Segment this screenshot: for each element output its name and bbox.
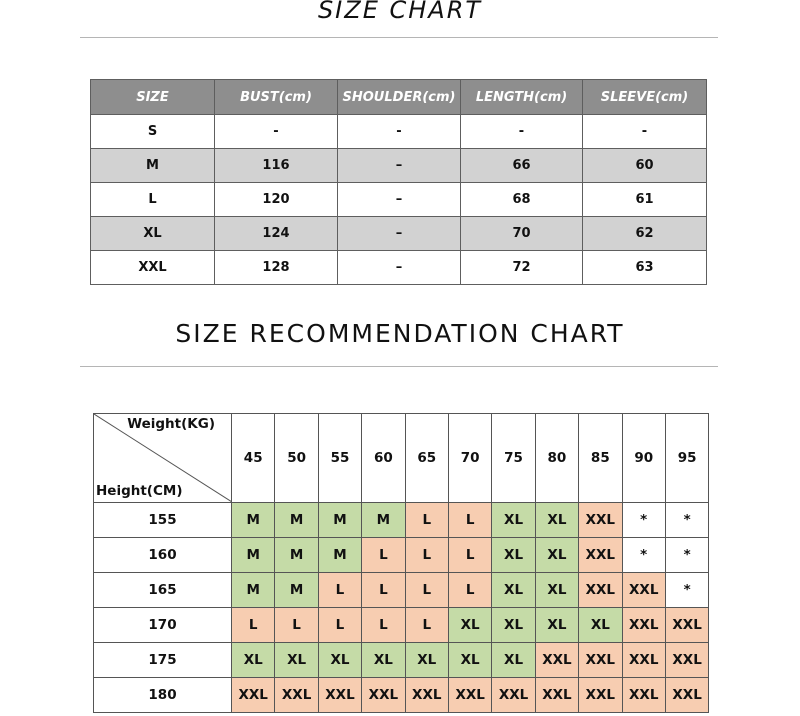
recommended-size-cell: XL bbox=[535, 538, 578, 573]
recommendation-row bbox=[94, 538, 709, 573]
recommended-size-cell: XXL bbox=[232, 678, 275, 713]
recommended-size-cell: L bbox=[232, 608, 275, 643]
measurement-cell: – bbox=[338, 149, 461, 183]
measurement-cell: – bbox=[338, 251, 461, 285]
divider-line bbox=[80, 366, 718, 367]
divider-line bbox=[80, 37, 718, 38]
header-cell: LENGTH(cm) bbox=[461, 80, 583, 115]
header-cell: SIZE bbox=[91, 80, 215, 115]
measurement-cell: 120 bbox=[215, 183, 338, 217]
recommendation-row bbox=[94, 503, 709, 538]
recommended-size-cell: M bbox=[362, 503, 405, 538]
recommended-size-cell: XXL bbox=[579, 678, 622, 713]
recommended-size-cell: M bbox=[232, 503, 275, 538]
recommended-size-cell: XL bbox=[232, 643, 275, 678]
recommended-size-cell: L bbox=[318, 573, 361, 608]
measurement-cell: – bbox=[338, 183, 461, 217]
recommended-size-cell: XXL bbox=[448, 678, 491, 713]
recommended-size-cell: XL bbox=[362, 643, 405, 678]
recommended-size-cell: L bbox=[448, 538, 491, 573]
recommended-size-cell: XL bbox=[492, 608, 535, 643]
height-value-cell: 170 bbox=[94, 608, 232, 643]
height-value-cell: 160 bbox=[94, 538, 232, 573]
recommended-size-cell: XL bbox=[448, 608, 491, 643]
recommended-size-cell: XXL bbox=[622, 573, 665, 608]
weight-header-cell: 70 bbox=[448, 414, 491, 503]
height-value-cell: 165 bbox=[94, 573, 232, 608]
measurement-cell: 116 bbox=[215, 149, 338, 183]
recommended-size-cell: XXL bbox=[579, 503, 622, 538]
weight-header-cell: 90 bbox=[622, 414, 665, 503]
weight-header-cell: 85 bbox=[579, 414, 622, 503]
measurement-cell: 128 bbox=[215, 251, 338, 285]
size-label-cell: L bbox=[91, 183, 215, 217]
size-label-cell: M bbox=[91, 149, 215, 183]
recommended-size-cell: XL bbox=[492, 503, 535, 538]
recommendation-row bbox=[94, 643, 709, 678]
weight-header-cell: 65 bbox=[405, 414, 448, 503]
measurement-cell: 68 bbox=[461, 183, 583, 217]
recommended-size-cell: L bbox=[405, 573, 448, 608]
recommended-size-cell: XL bbox=[492, 643, 535, 678]
recommended-size-cell: XL bbox=[492, 573, 535, 608]
recommended-size-cell: * bbox=[665, 503, 708, 538]
weight-header-cell: 95 bbox=[665, 414, 708, 503]
recommended-size-cell: XL bbox=[318, 643, 361, 678]
height-value-cell: 155 bbox=[94, 503, 232, 538]
size-chart-table bbox=[90, 79, 707, 285]
height-value-cell: 175 bbox=[94, 643, 232, 678]
recommended-size-cell: M bbox=[318, 503, 361, 538]
weight-label: Weight(KG) bbox=[127, 416, 215, 432]
weight-header-cell: 75 bbox=[492, 414, 535, 503]
recommended-size-cell: XXL bbox=[622, 608, 665, 643]
recommended-size-cell: L bbox=[362, 573, 405, 608]
recommended-size-cell: XL bbox=[535, 573, 578, 608]
weight-header-cell: 45 bbox=[232, 414, 275, 503]
recommended-size-cell: XL bbox=[275, 643, 318, 678]
recommended-size-cell: XXL bbox=[579, 573, 622, 608]
measurement-cell: 66 bbox=[461, 149, 583, 183]
weight-header-cell: 55 bbox=[318, 414, 361, 503]
recommended-size-cell: * bbox=[665, 538, 708, 573]
recommended-size-cell: XXL bbox=[275, 678, 318, 713]
recommended-size-cell: L bbox=[362, 538, 405, 573]
recommended-size-cell: XXL bbox=[622, 643, 665, 678]
size-chart-title: SIZE CHART bbox=[317, 0, 483, 24]
measurement-cell: - bbox=[461, 115, 583, 149]
recommended-size-cell: XXL bbox=[622, 678, 665, 713]
recommended-size-cell: XXL bbox=[535, 643, 578, 678]
recommended-size-cell: L bbox=[318, 608, 361, 643]
measurement-cell: 62 bbox=[583, 217, 707, 251]
size-chart-row bbox=[91, 251, 707, 285]
recommendation-chart-title: SIZE RECOMMENDATION CHART bbox=[175, 319, 625, 348]
corner-header-cell bbox=[94, 414, 232, 503]
recommendation-row bbox=[94, 678, 709, 713]
recommended-size-cell: XXL bbox=[665, 678, 708, 713]
weight-header-cell: 60 bbox=[362, 414, 405, 503]
recommended-size-cell: XXL bbox=[579, 643, 622, 678]
recommended-size-cell: L bbox=[362, 608, 405, 643]
size-chart-row bbox=[91, 115, 707, 149]
recommended-size-cell: XXL bbox=[362, 678, 405, 713]
recommended-size-cell: XL bbox=[492, 538, 535, 573]
size-chart-row bbox=[91, 217, 707, 251]
recommendation-row bbox=[94, 608, 709, 643]
recommended-size-cell: XL bbox=[579, 608, 622, 643]
recommendation-header-row bbox=[94, 414, 709, 503]
measurement-cell: – bbox=[338, 217, 461, 251]
recommended-size-cell: XL bbox=[535, 503, 578, 538]
recommended-size-cell: * bbox=[665, 573, 708, 608]
size-label-cell: XXL bbox=[91, 251, 215, 285]
recommended-size-cell: M bbox=[318, 538, 361, 573]
measurement-cell: - bbox=[338, 115, 461, 149]
recommendation-table bbox=[93, 413, 709, 713]
recommended-size-cell: XXL bbox=[665, 608, 708, 643]
recommended-size-cell: XXL bbox=[535, 678, 578, 713]
size-chart-header-row bbox=[91, 80, 707, 115]
recommended-size-cell: L bbox=[405, 538, 448, 573]
measurement-cell: 72 bbox=[461, 251, 583, 285]
header-cell: SHOULDER(cm) bbox=[338, 80, 461, 115]
weight-header-cell: 50 bbox=[275, 414, 318, 503]
recommended-size-cell: M bbox=[232, 573, 275, 608]
recommended-size-cell: XXL bbox=[492, 678, 535, 713]
recommended-size-cell: M bbox=[275, 573, 318, 608]
measurement-cell: 124 bbox=[215, 217, 338, 251]
size-chart-row bbox=[91, 183, 707, 217]
measurement-cell: 61 bbox=[583, 183, 707, 217]
recommended-size-cell: * bbox=[622, 503, 665, 538]
recommended-size-cell: XXL bbox=[579, 538, 622, 573]
recommended-size-cell: XL bbox=[405, 643, 448, 678]
size-label-cell: XL bbox=[91, 217, 215, 251]
recommended-size-cell: XXL bbox=[405, 678, 448, 713]
measurement-cell: - bbox=[583, 115, 707, 149]
header-cell: BUST(cm) bbox=[215, 80, 338, 115]
recommendation-row bbox=[94, 573, 709, 608]
height-label: Height(CM) bbox=[96, 483, 183, 499]
measurement-cell: - bbox=[215, 115, 338, 149]
weight-header-cell: 80 bbox=[535, 414, 578, 503]
measurement-cell: 60 bbox=[583, 149, 707, 183]
header-cell: SLEEVE(cm) bbox=[583, 80, 707, 115]
recommended-size-cell: XXL bbox=[318, 678, 361, 713]
recommended-size-cell: * bbox=[622, 538, 665, 573]
recommended-size-cell: L bbox=[448, 503, 491, 538]
recommended-size-cell: L bbox=[405, 503, 448, 538]
recommended-size-cell: L bbox=[275, 608, 318, 643]
recommended-size-cell: M bbox=[275, 503, 318, 538]
measurement-cell: 63 bbox=[583, 251, 707, 285]
recommended-size-cell: M bbox=[275, 538, 318, 573]
recommended-size-cell: XL bbox=[535, 608, 578, 643]
size-label-cell: S bbox=[91, 115, 215, 149]
recommended-size-cell: M bbox=[232, 538, 275, 573]
measurement-cell: 70 bbox=[461, 217, 583, 251]
recommended-size-cell: L bbox=[405, 608, 448, 643]
recommended-size-cell: L bbox=[448, 573, 491, 608]
recommended-size-cell: XXL bbox=[665, 643, 708, 678]
size-chart-row bbox=[91, 149, 707, 183]
recommended-size-cell: XL bbox=[448, 643, 491, 678]
height-value-cell: 180 bbox=[94, 678, 232, 713]
